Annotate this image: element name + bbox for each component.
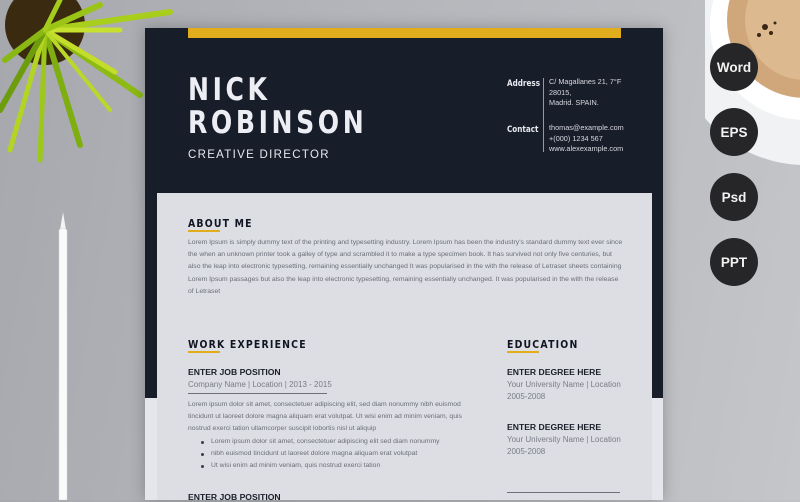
format-badge-psd: Psd (710, 173, 758, 221)
years-1: 2005-2008 (507, 392, 546, 401)
work-underline (188, 351, 220, 353)
resume-paper (145, 28, 663, 500)
format-badge-word: Word (710, 43, 758, 91)
years-2: 2005-2008 (507, 447, 546, 456)
accent-bar (188, 28, 621, 38)
contact-divider (543, 78, 544, 152)
format-badge-ppt: PPT (710, 238, 758, 286)
university-1: Your University Name | Location (507, 380, 621, 389)
contact-value (549, 123, 624, 155)
job-bullet: Ut wisi enim ad minim veniam, quis nostrud exerci tation (211, 460, 380, 472)
about-heading: ABOUT ME (188, 217, 253, 230)
phone: +(000) 1234 567 (549, 133, 603, 143)
job-title-1: ENTER JOB POSITION (188, 367, 281, 377)
about-underline (188, 230, 220, 232)
job-divider (188, 393, 327, 394)
degree-1: ENTER DEGREE HERE (507, 367, 602, 377)
email: thomas@example.com (549, 123, 624, 132)
pencil-decoration (55, 212, 71, 500)
resume-body (157, 193, 652, 500)
education-underline (507, 351, 539, 353)
job-bullet: nibh euismod tincidunt ut laoreet dolore magna aliquam erat volutpat (211, 448, 417, 460)
about-text: Lorem Ipsum is simply dummy text of the printing and typesetting industry. Lorem Ipsum has been the industry's standard dummy text ever since the when an unknown printer took a galley of type and scrambled it to make a type specimen book. It has survived not only five centuries, but also the leap into electronic typesetting, remaining essentially unchanged It was popularised in the with the release of Letraset sheets containing Lorem Ipsum passages but also the leap into electronic typesetting, remaining essentially unchanged. It was popularised in the with the release of Letraset (188, 239, 623, 295)
address-value: C/ Magallanes 21, 7°F 28015, Madrid. SPAIN. (549, 77, 622, 107)
education-heading: EDUCATION (507, 338, 579, 351)
degree-2: ENTER DEGREE HERE (507, 422, 602, 432)
job-title: CREATIVE DIRECTOR (188, 149, 330, 161)
contact-label: Contact (507, 125, 539, 135)
address-label: Address (507, 79, 541, 89)
job-subtitle-1: Company Name | Location | 2013 - 2015 (188, 380, 332, 389)
candidate-name: NICK ROBINSON (188, 72, 368, 141)
website: www.alexexample.com (549, 144, 624, 153)
job-bullet: Lorem ipsum dolor sit amet, consectetuer adipiscing elit sed diam nonummy (211, 436, 440, 448)
job-title-2: ENTER JOB POSITION (188, 492, 281, 502)
format-badge-eps: EPS (710, 108, 758, 156)
job-description-1: Lorem ipsum dolor sit amet, consectetuer adipiscing elit, sed diam nonummy nibh euismod tincidunt ut laoreet dolore magna aliquam erat volutpat. Ut wisi enim ad minim veniam, quis nostrud exerci tation ullamcorper suscipit lobortis nisl ut aliquip (188, 401, 462, 432)
university-2: Your University Name | Location (507, 435, 621, 444)
education-divider (507, 492, 620, 493)
work-heading: WORK EXPERIENCE (188, 338, 307, 351)
